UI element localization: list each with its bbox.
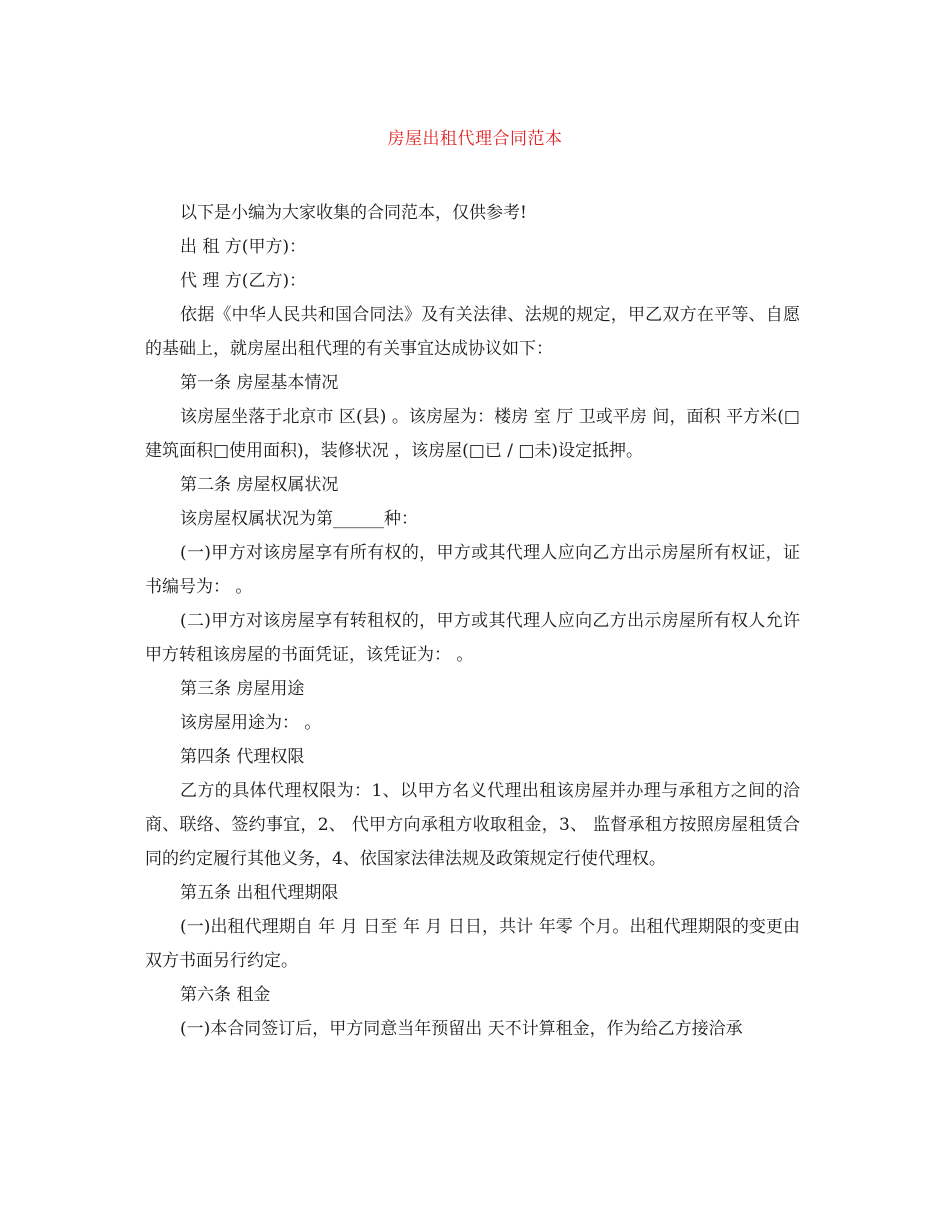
article-2-item-2: (二)甲方对该房屋享有转租权的，甲方或其代理人应向乙方出示房屋所有权人允许甲方转租该房屋的书面凭证，该凭证为： 。 <box>145 611 800 665</box>
article-5-heading: 第五条 出租代理期限 <box>180 883 339 903</box>
document-body <box>145 196 800 1046</box>
article-6-body: (一)本合同签订后，甲方同意当年预留出 天不计算租金，作为给乙方接洽承 <box>180 1019 743 1039</box>
lessor-line: 出 租 方(甲方)： <box>180 237 307 257</box>
intro-paragraph: 以下是小编为大家收集的合同范本，仅供参考! <box>180 203 527 223</box>
article-4-body: 乙方的具体代理权限为：1、以甲方名义代理出租该房屋并办理与承租方之间的洽商、联络、签约事宜，2、 代甲方向承租方收取租金，3、 监督承租方按照房屋租赁合同的约定履行其他义务，4、依国家法律法规及政策规定行使代理权。 <box>145 781 800 869</box>
article-2-item-1: (一)甲方对该房屋享有所有权的，甲方或其代理人应向乙方出示房屋所有权证，证书编号为： 。 <box>145 543 800 597</box>
article-3-heading: 第三条 房屋用途 <box>180 679 305 699</box>
article-2-body: 该房屋权属状况为第______种： <box>180 509 418 529</box>
article-6-heading: 第六条 租金 <box>180 985 271 1005</box>
article-1-heading: 第一条 房屋基本情况 <box>180 373 339 393</box>
article-4-heading: 第四条 代理权限 <box>180 747 305 767</box>
preamble-paragraph: 依据《中华人民共和国合同法》及有关法律、法规的规定，甲乙双方在平等、自愿的基础上，就房屋出租代理的有关事宜达成协议如下： <box>145 305 800 359</box>
article-3-body: 该房屋用途为： 。 <box>180 713 322 733</box>
document-title: 房屋出租代理合同范本 <box>387 129 563 149</box>
article-1-body: 该房屋坐落于北京市 区(县) 。该房屋为：楼房 室 厅 卫或平房 间，面积 平方米(□建筑面积□使用面积)，装修状况 ，该房屋(□已 / □未)设定抵押。 <box>145 407 800 461</box>
agent-line: 代 理 方(乙方)： <box>180 271 307 291</box>
article-5-body: (一)出租代理期自 年 月 日至 年 月 日日，共计 年零 个月。出租代理期限的变更由双方书面另行约定。 <box>145 917 800 971</box>
article-2-heading: 第二条 房屋权属状况 <box>180 475 339 495</box>
